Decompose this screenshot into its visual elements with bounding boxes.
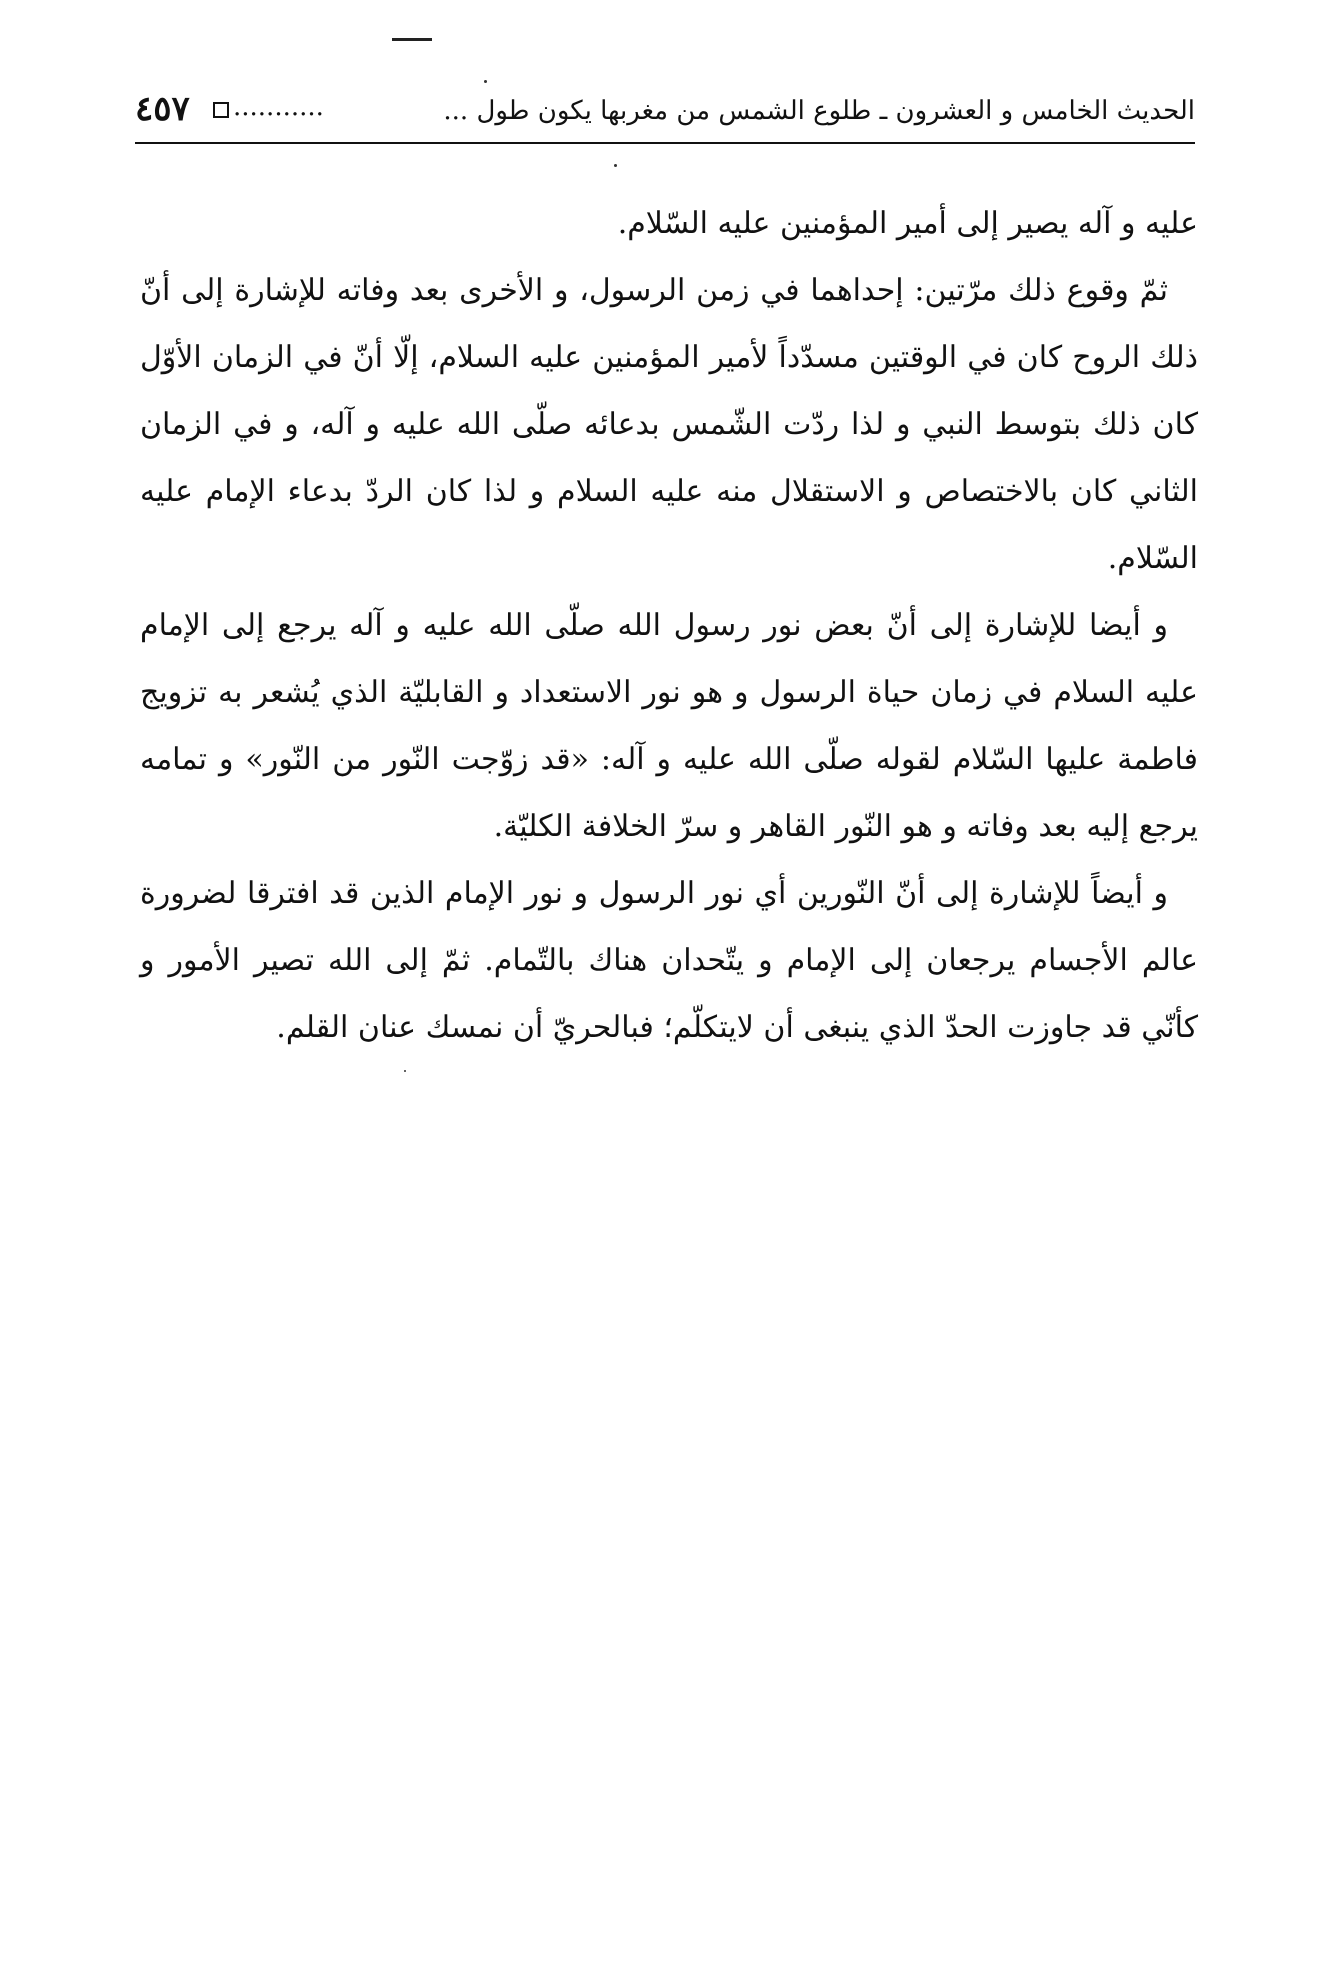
header-rule bbox=[135, 142, 1195, 144]
square-ornament-icon bbox=[213, 102, 229, 118]
paragraph: ثمّ وقوع ذلك مرّتين: إحداهما في زمن الرسول، و الأخرى بعد وفاته للإشارة إلى أنّ ذلك الروح كان في الوقتين مسدّداً لأمير المؤمنين عليه السلام، إلّا أنّ في الزمان الأوّل كان ذلك بتوسط النبي و لذا ردّت الشّمس بدعائه صلّى الله عليه و آله، و في الزمان الثاني كان بالاختصاص و الاستقلال منه عليه السلام و لذا كان الردّ بدعاء الإمام عليه السّلام. bbox=[140, 273, 1198, 576]
dust-speck bbox=[614, 164, 617, 167]
dust-speck bbox=[404, 1070, 406, 1072]
running-header bbox=[135, 88, 1195, 140]
running-title: الحديث الخامس و العشرون ـ طلوع الشمس من مغربها يكون طول ... bbox=[443, 96, 1195, 126]
paragraph: و أيضاً للإشارة إلى أنّ النّورين أي نور الرسول و نور الإمام الذين قد افترقا لضرورة عالم الأجسام يرجعان إلى الإمام و يتّحدان هناك بالتّمام. ثمّ إلى الله تصير الأمور و كأنّي قد جاوزت الحدّ الذي ينبغى أن لايتكلّم؛ فبالحريّ أن نمسك عنان القلم. bbox=[140, 876, 1198, 1045]
paragraph: عليه و آله يصير إلى أمير المؤمنين عليه السّلام. bbox=[617, 206, 1198, 241]
body-text bbox=[140, 190, 1198, 1061]
dust-speck bbox=[484, 80, 487, 83]
page-number: ٤٥٧ bbox=[135, 89, 190, 129]
top-dash-mark bbox=[392, 38, 432, 41]
header-leader-dots: ........... bbox=[233, 92, 324, 122]
paragraph: و أيضا للإشارة إلى أنّ بعض نور رسول الله صلّى الله عليه و آله يرجع إلى الإمام عليه السلام في زمان حياة الرسول و هو نور الاستعداد و القابليّة الذي يُشعر به تزويج فاطمة عليها السّلام لقوله صلّى الله عليه و آله: «قد زوّجت النّور من النّور» و تمامه يرجع إليه بعد وفاته و هو النّور القاهر و سرّ الخلافة الكليّة. bbox=[140, 608, 1198, 844]
